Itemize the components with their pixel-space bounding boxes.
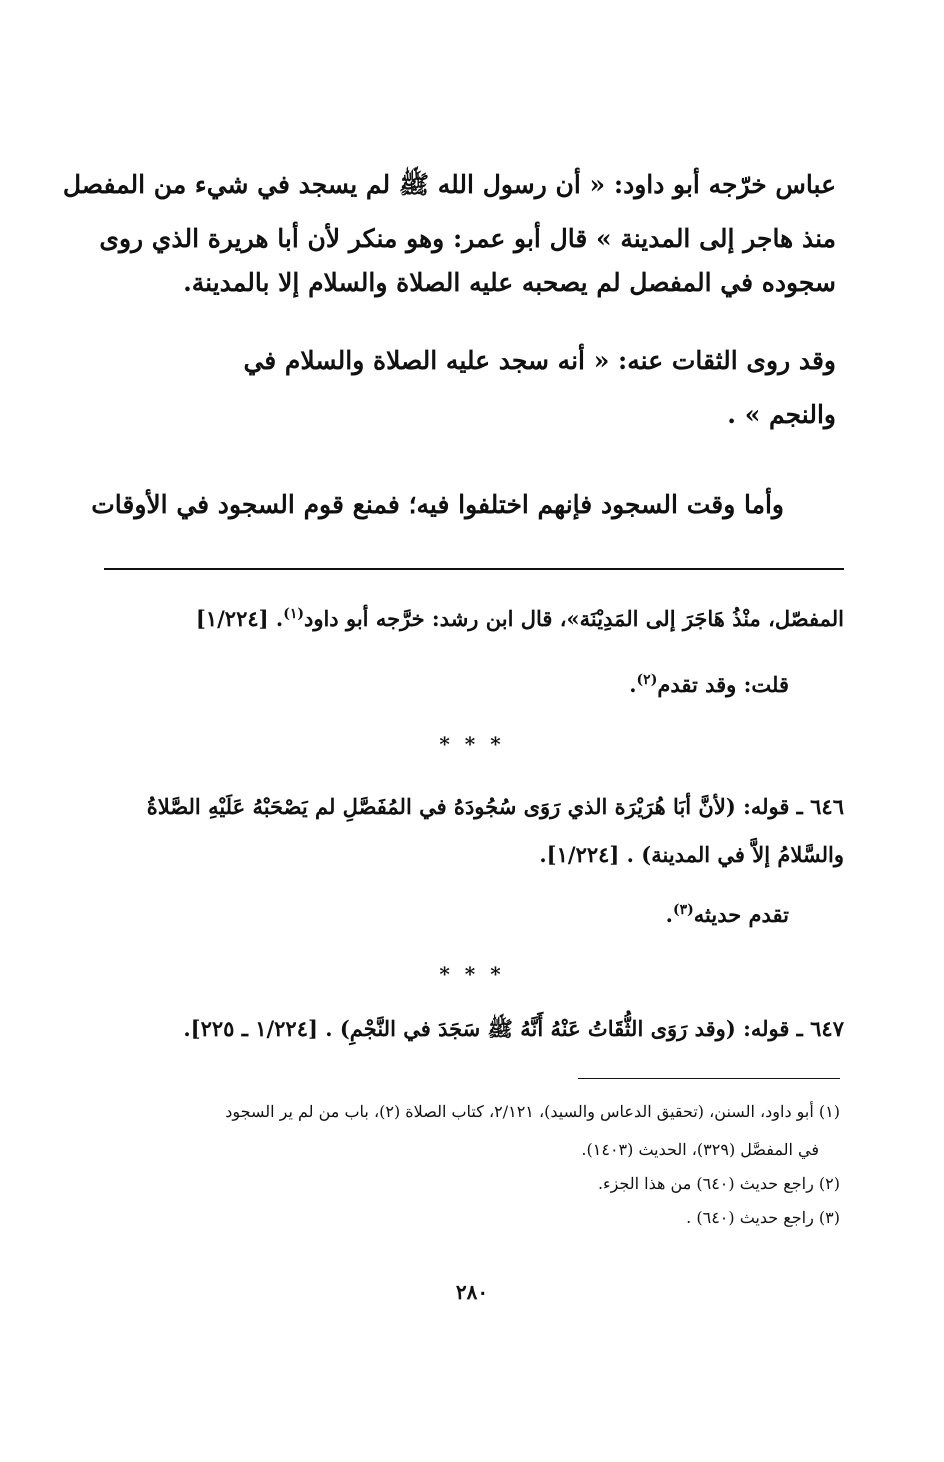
commentary-line: ٦٤٧ ـ قوله: (وقد رَوَى الثُّقَاتُ عَنْهُ أَنَّهُ ﷺ سَجَدَ في النَّجْمِ) . [١/٢٢٤ ـ ٢٢٥]. — [183, 1016, 844, 1041]
commentary-text: . — [629, 672, 637, 697]
main-text-line: وقد روى الثقات عنه: « أنه سجد عليه الصلاة والسلام في — [243, 346, 836, 375]
footnote: في المفصَّل (٣٢٩)، الحديث (١٤٠٣). — [581, 1140, 819, 1159]
section-divider — [104, 568, 844, 570]
commentary-text: تقدم حديثه — [693, 902, 789, 927]
main-text-line: والنجم » . — [727, 400, 836, 429]
commentary-line — [104, 604, 844, 634]
commentary-text: قلت: وقد تقدم — [657, 672, 789, 697]
footnote-ref: (١) — [283, 606, 304, 622]
main-text-line: وأما وقت السجود فإنهم اختلفوا فيه؛ فمنع قوم السجود في الأوقات — [91, 490, 784, 519]
separator-stars: * * * — [439, 962, 505, 986]
footnote-divider — [578, 1078, 840, 1079]
page-number: ٢٨٠ — [455, 1280, 489, 1304]
commentary-line: ٦٤٦ ـ قوله: (لأنَّ أبَا هُرَيْرَة الذي رَوَى سُجُودَهُ في المُفَصَّلِ لم يَصْحَبْهُ عَلَيْهِ الصَّلاةُ — [146, 794, 844, 819]
main-text-line: منذ هاجر إلى المدينة » قال أبو عمر: وهو منكر لأن أبا هريرة الذي روى — [99, 224, 836, 253]
commentary-line — [139, 670, 789, 700]
commentary-line: والسَّلامُ إلاَّ في المدينة) . [١/٢٢٤]. — [539, 842, 844, 867]
commentary-text: . — [665, 902, 673, 927]
separator-stars: * * * — [439, 732, 505, 756]
footnote-ref: (٢) — [636, 672, 658, 688]
footnote: (٣) راجع حديث (٦٤٠) . — [686, 1208, 840, 1227]
footnote: (١) أبو داود، السنن، (تحقيق الدعاس والسيد)، ٢/١٢١، كتاب الصلاة (٢)، باب من لم ير السجود — [225, 1102, 840, 1121]
footnote: (٢) راجع حديث (٦٤٠) من هذا الجزء. — [597, 1174, 840, 1193]
footnote-ref: (٣) — [672, 902, 694, 918]
main-text-line: سجوده في المفصل لم يصحبه عليه الصلاة والسلام إلا بالمدينة. — [183, 268, 836, 297]
citation: . [١/٢٢٤] — [195, 606, 284, 631]
commentary-text: المفصّل، منْذُ هَاجَرَ إلى المَدِيْنَة»، قال ابن رشد: خرَّجه أبو داود — [303, 606, 844, 631]
commentary-line — [139, 900, 789, 930]
main-text-line: عباس خرّجه أبو داود: « أن رسول الله ﷺ لم يسجد في شيء من المفصل — [62, 170, 836, 199]
